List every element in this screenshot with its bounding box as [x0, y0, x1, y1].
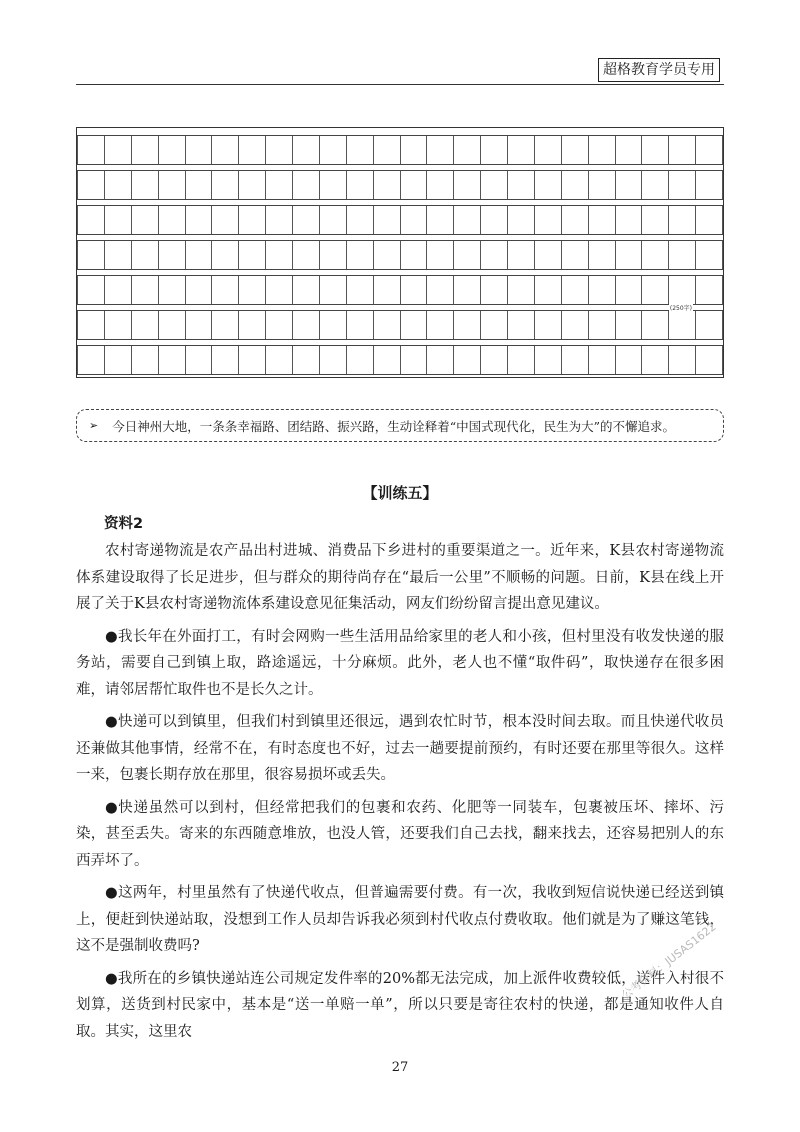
grid-cell [105, 171, 132, 199]
paragraph: ●我长年在外面打工，有时会网购一些生活用品给家里的老人和小孩，但村里没有收发快递的服务站，需要自己到镇上取，路途遥远，十分麻烦。此外，老人也不懂“取件码”，取快递存在很多困难，请邻居帮忙取件也不是长久之计。 [76, 628, 724, 698]
grid-cell [266, 311, 293, 339]
grid-cell [374, 136, 401, 164]
grid-cell [293, 276, 320, 304]
grid-cell [616, 206, 643, 234]
grid-cell [642, 171, 669, 199]
material-label: 资料2 [104, 516, 144, 532]
paragraph: ●快递可以到镇里，但我们村到镇里还很远，遇到农忙时节，根本没时间去取。而且快递代收员还兼做其他事情，经常不在，有时态度也不好，过去一趟要提前预约，有时还要在那里等很久。这样一来，包裹长期存放在那里，很容易损坏或丢失。 [76, 714, 724, 783]
grid-cell [642, 241, 669, 269]
grid-cell [481, 276, 508, 304]
quote-text: 今日神州大地，一条条幸福路、团结路、振兴路，生动诠释着“中国式现代化，民生为大”的不懈追求。 [112, 418, 676, 434]
grid-cell [454, 171, 481, 199]
grid-cell [293, 346, 320, 374]
section-title: 【训练五】 [362, 484, 438, 502]
grid-cell [589, 136, 616, 164]
grid-cell [239, 241, 266, 269]
grid-cell [186, 276, 213, 304]
grid-cell [239, 311, 266, 339]
grid-cell [320, 171, 347, 199]
grid-cell [427, 206, 454, 234]
grid-cell [616, 311, 643, 339]
grid-cell [401, 276, 428, 304]
grid-cell [77, 311, 105, 339]
grid-cell [77, 206, 105, 234]
grid-cell [293, 171, 320, 199]
grid-row [77, 170, 723, 200]
grid-cell [239, 171, 266, 199]
grid-cell [212, 311, 239, 339]
grid-row [77, 275, 723, 305]
answer-grid [76, 127, 724, 378]
quote-box [76, 409, 724, 442]
grid-cell [589, 171, 616, 199]
grid-cell [159, 206, 186, 234]
grid-cell [696, 136, 723, 164]
grid-cell [427, 311, 454, 339]
grid-cell [508, 311, 535, 339]
grid-cell [186, 171, 213, 199]
grid-cell [454, 276, 481, 304]
grid-cell [454, 346, 481, 374]
grid-cell [669, 346, 696, 374]
grid-cell [481, 171, 508, 199]
grid-cell [535, 206, 562, 234]
grid-cell [212, 241, 239, 269]
grid-cell [266, 206, 293, 234]
grid-cell [132, 241, 159, 269]
grid-cell [132, 171, 159, 199]
grid-cell [642, 346, 669, 374]
grid-cell [186, 206, 213, 234]
grid-cell [266, 276, 293, 304]
grid-cell [320, 206, 347, 234]
grid-cell [454, 311, 481, 339]
grid-cell [696, 241, 723, 269]
grid-cell [427, 276, 454, 304]
grid-cell [669, 136, 696, 164]
grid-cell [669, 241, 696, 269]
grid-cell [562, 346, 589, 374]
grid-cell [77, 171, 105, 199]
grid-cell [401, 311, 428, 339]
grid-cell [77, 136, 105, 164]
grid-cell [320, 136, 347, 164]
grid-cell [212, 346, 239, 374]
grid-row [77, 135, 723, 165]
grid-row [77, 345, 723, 375]
grid-cell [132, 346, 159, 374]
grid-row [77, 205, 723, 235]
grid-cell [401, 206, 428, 234]
grid-cell [669, 206, 696, 234]
grid-cell [293, 136, 320, 164]
grid-cell [508, 171, 535, 199]
grid-cell [320, 276, 347, 304]
grid-cell [535, 276, 562, 304]
grid-cell [589, 346, 616, 374]
grid-cell [77, 276, 105, 304]
grid-cell [105, 311, 132, 339]
grid-cell [186, 241, 213, 269]
header-tag: 超格教育学员专用 [598, 58, 720, 82]
grid-cell [347, 346, 374, 374]
grid-cell [320, 346, 347, 374]
grid-cell [347, 136, 374, 164]
grid-cell [374, 311, 401, 339]
grid-cell [427, 171, 454, 199]
grid-cell [589, 311, 616, 339]
grid-cell [159, 346, 186, 374]
grid-cell [696, 346, 723, 374]
grid-cell [508, 241, 535, 269]
grid-cell [105, 241, 132, 269]
grid-cell [562, 206, 589, 234]
grid-cell [562, 136, 589, 164]
grid-row [77, 310, 723, 340]
grid-cell [562, 311, 589, 339]
grid-cell [508, 136, 535, 164]
grid-cell [132, 311, 159, 339]
grid-cell [293, 241, 320, 269]
grid-cell [642, 276, 669, 304]
grid-cell [535, 346, 562, 374]
grid-cell [266, 346, 293, 374]
grid-cell [374, 276, 401, 304]
grid-cell [347, 241, 374, 269]
grid-cell [401, 346, 428, 374]
grid-cell [696, 311, 723, 339]
grid-cell [427, 241, 454, 269]
grid-cell [77, 241, 105, 269]
grid-cell [212, 136, 239, 164]
grid-cell [132, 276, 159, 304]
grid-cell [589, 241, 616, 269]
grid-cell [535, 171, 562, 199]
grid-cell [132, 136, 159, 164]
grid-cell [696, 206, 723, 234]
grid-cell [535, 241, 562, 269]
word-count-label: (250字) [669, 305, 692, 312]
grid-cell [401, 171, 428, 199]
grid-cell [481, 241, 508, 269]
grid-cell [374, 346, 401, 374]
grid-cell [616, 241, 643, 269]
grid-cell [186, 346, 213, 374]
grid-cell [669, 311, 696, 339]
grid-cell [239, 206, 266, 234]
grid-cell [212, 206, 239, 234]
grid-cell [401, 136, 428, 164]
grid-row [77, 240, 723, 270]
grid-cell [105, 206, 132, 234]
grid-cell [562, 241, 589, 269]
grid-cell [239, 346, 266, 374]
grid-cell [535, 311, 562, 339]
grid-cell [77, 346, 105, 374]
grid-cell [186, 136, 213, 164]
header-rule [76, 84, 724, 85]
paragraph: ●这两年，村里虽然有了快递代收点，但普遍需要付费。有一次，我收到短信说快递已经送到镇上，便赶到快递站取，没想到工作人员却告诉我必须到村代收点付费收取。他们就是为了赚这笔钱，这不是强制收费吗? [76, 885, 724, 954]
grid-cell [508, 206, 535, 234]
grid-cell [293, 206, 320, 234]
grid-cell [105, 136, 132, 164]
grid-cell [105, 346, 132, 374]
grid-cell [347, 206, 374, 234]
page-number: 27 [391, 1060, 409, 1075]
grid-cell [508, 276, 535, 304]
grid-cell [159, 136, 186, 164]
grid-cell [320, 311, 347, 339]
grid-cell [239, 136, 266, 164]
grid-cell [616, 346, 643, 374]
grid-cell [669, 171, 696, 199]
paragraph: ●快递虽然可以到村，但经常把我们的包裹和农药、化肥等一同装车，包裹被压坏、摔坏、污染，甚至丢失。寄来的东西随意堆放，也没人管，还要我们自己去找，翻来找去，还容易把别人的东西弄坏了。 [76, 799, 724, 869]
grid-cell [320, 241, 347, 269]
grid-cell [374, 241, 401, 269]
grid-cell [159, 311, 186, 339]
grid-cell [347, 311, 374, 339]
grid-cell [481, 206, 508, 234]
grid-cell [696, 171, 723, 199]
grid-cell [616, 171, 643, 199]
grid-cell [642, 136, 669, 164]
grid-cell [105, 276, 132, 304]
grid-cell [454, 136, 481, 164]
grid-cell [401, 241, 428, 269]
grid-cell [642, 311, 669, 339]
grid-cell [535, 136, 562, 164]
grid-cell [508, 346, 535, 374]
grid-cell [374, 171, 401, 199]
grid-cell [481, 311, 508, 339]
grid-cell [212, 171, 239, 199]
grid-cell [669, 276, 696, 304]
grid-cell [239, 276, 266, 304]
grid-cell [642, 206, 669, 234]
body-text [76, 538, 724, 1051]
grid-cell [616, 276, 643, 304]
grid-cell [212, 276, 239, 304]
grid-cell [186, 311, 213, 339]
grid-cell [562, 276, 589, 304]
grid-cell [427, 346, 454, 374]
grid-cell [589, 206, 616, 234]
arrow-bullet-icon: ➢ [89, 419, 99, 432]
grid-cell [347, 276, 374, 304]
grid-cell [159, 276, 186, 304]
grid-cell [696, 276, 723, 304]
grid-cell [589, 276, 616, 304]
grid-cell [427, 136, 454, 164]
grid-cell [132, 206, 159, 234]
grid-cell [481, 136, 508, 164]
grid-cell [347, 171, 374, 199]
grid-cell [159, 171, 186, 199]
grid-cell [266, 241, 293, 269]
grid-cell [374, 206, 401, 234]
grid-cell [266, 171, 293, 199]
grid-cell [293, 311, 320, 339]
grid-cell [616, 136, 643, 164]
grid-cell [481, 346, 508, 374]
paragraph: ●我所在的乡镇快递站连公司规定发件率的20%都无法完成，加上派件收费较低，送件入村很不划算，送货到村民家中，基本是“送一单赔一单”，所以只要是寄往农村的快递，都是通知收件人自取。其实，这里农 [76, 970, 724, 1040]
grid-cell [266, 136, 293, 164]
grid-cell [454, 241, 481, 269]
grid-cell [562, 171, 589, 199]
grid-cell [454, 206, 481, 234]
grid-cell [159, 241, 186, 269]
paragraph: 农村寄递物流是农产品出村进城、消费品下乡进村的重要渠道之一。近年来，K县农村寄递物流体系建设取得了长足进步，但与群众的期待尚存在“最后一公里”不顺畅的问题。日前，K县在线上开展了关于K县农村寄递物流体系建设意见征集活动，网友们纷纷留言提出意见建议。 [76, 543, 724, 612]
watermark: 公考资料：JUSAS1622 [619, 920, 719, 1002]
